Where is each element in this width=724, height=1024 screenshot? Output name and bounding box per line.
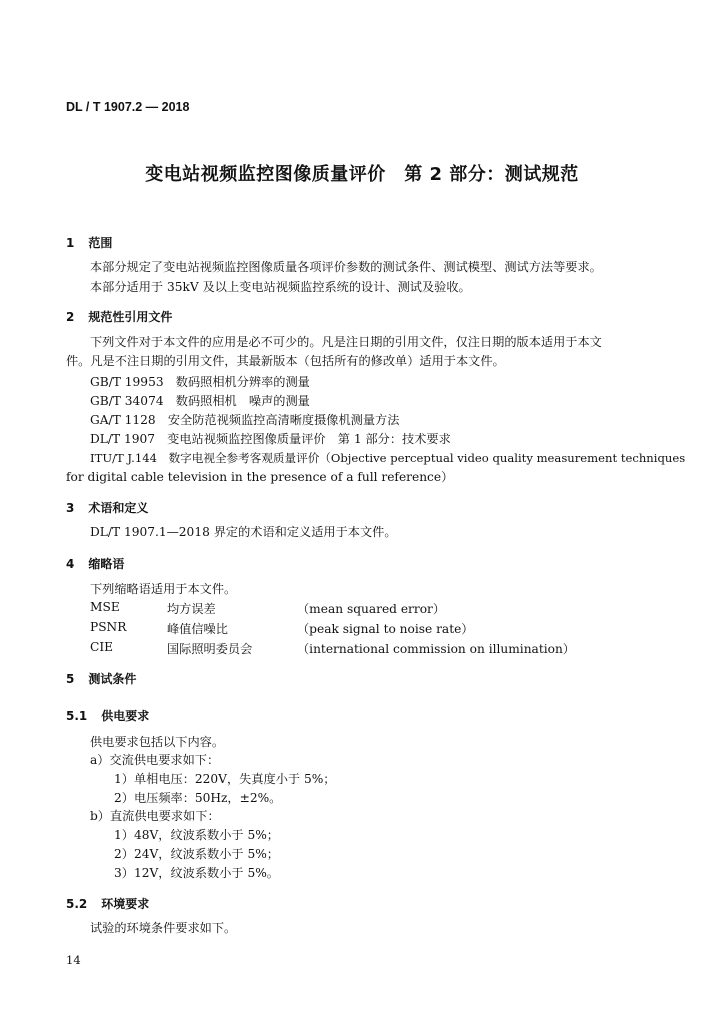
page-number: 14 — [66, 953, 81, 967]
section-4-heading — [66, 555, 124, 572]
section-number: 4 — [66, 557, 75, 571]
paragraph: 试验的环境条件要求如下。 — [90, 921, 237, 935]
section-3-heading — [66, 499, 148, 516]
sub-list-item: 1）单相电压：220V，失真度小于 5%； — [114, 772, 336, 786]
section-5-heading — [66, 670, 136, 687]
section-2-heading — [66, 308, 172, 325]
list-item: b）直流供电要求如下： — [90, 809, 220, 823]
document-title: 变电站视频监控图像质量评价 第 2 部分：测试规范 — [145, 164, 579, 185]
abbreviation-chinese: 峰值信噪比 — [167, 622, 228, 636]
sub-list-item: 2）24V，纹波系数小于 5%； — [114, 847, 279, 861]
abbreviation-english: （mean squared error） — [297, 602, 446, 616]
section-5-1-heading — [66, 707, 149, 724]
sub-list-item: 3）12V，纹波系数小于 5%。 — [114, 866, 279, 880]
abbreviation: MSE — [90, 600, 120, 614]
abbreviation: CIE — [90, 640, 114, 654]
abbreviation-english: （international commission on illumination） — [297, 642, 575, 656]
section-number: 5.2 — [66, 897, 88, 911]
paragraph: 下列缩略语适用于本文件。 — [90, 582, 237, 596]
section-title: 术语和定义 — [88, 501, 149, 515]
section-number: 1 — [66, 236, 75, 250]
paragraph: 本部分适用于 35kV 及以上变电站视频监控系统的设计、测试及验收。 — [90, 280, 471, 294]
section-title: 环境要求 — [101, 897, 150, 911]
abbreviation: PSNR — [90, 620, 127, 634]
reference-item: GB/T 34074 数码照相机 噪声的测量 — [90, 394, 310, 408]
section-number: 5.1 — [66, 709, 88, 723]
section-number: 2 — [66, 310, 75, 324]
section-number: 3 — [66, 501, 75, 515]
section-title: 缩略语 — [88, 557, 125, 571]
paragraph-continuation: 件。凡是不注日期的引用文件，其最新版本（包括所有的修改单）适用于本文件。 — [66, 354, 505, 368]
sub-list-item: 1）48V，纹波系数小于 5%； — [114, 828, 279, 842]
section-1-heading — [66, 234, 112, 251]
section-number: 5 — [66, 672, 75, 686]
paragraph: 供电要求包括以下内容。 — [90, 735, 225, 749]
reference-item: GA/T 1128 安全防范视频监控高清晰度摄像机测量方法 — [90, 413, 400, 427]
section-title: 测试条件 — [88, 672, 137, 686]
section-title: 范围 — [88, 236, 113, 250]
section-5-2-heading — [66, 895, 149, 912]
paragraph: DL/T 1907.1—2018 界定的术语和定义适用于本文件。 — [90, 525, 397, 539]
reference-item: DL/T 1907 变电站视频监控图像质量评价 第 1 部分：技术要求 — [90, 432, 451, 446]
paragraph: 本部分规定了变电站视频监控图像质量各项评价参数的测试条件、测试模型、测试方法等要求。 — [90, 260, 602, 274]
section-title: 供电要求 — [101, 709, 150, 723]
reference-item-continuation: for digital cable television in the presence of a full reference） — [66, 470, 454, 484]
abbreviation-chinese: 国际照明委员会 — [167, 642, 253, 656]
list-item: a）交流供电要求如下： — [90, 753, 220, 767]
sub-list-item: 2）电压频率：50Hz，±2%。 — [114, 791, 282, 805]
reference-item: GB/T 19953 数码照相机分辨率的测量 — [90, 375, 310, 389]
section-title: 规范性引用文件 — [88, 310, 173, 324]
standard-code: DL / T 1907.2 — 2018 — [66, 100, 190, 114]
paragraph: 下列文件对于本文件的应用是必不可少的。凡是注日期的引用文件，仅注日期的版本适用于本文 — [90, 335, 602, 349]
reference-item: ITU/T J.144 数字电视全参考客观质量评价（Objective perceptual video quality measurement techniques — [90, 451, 686, 465]
abbreviation-chinese: 均方误差 — [167, 602, 216, 616]
abbreviation-english: （peak signal to noise rate） — [297, 622, 474, 636]
